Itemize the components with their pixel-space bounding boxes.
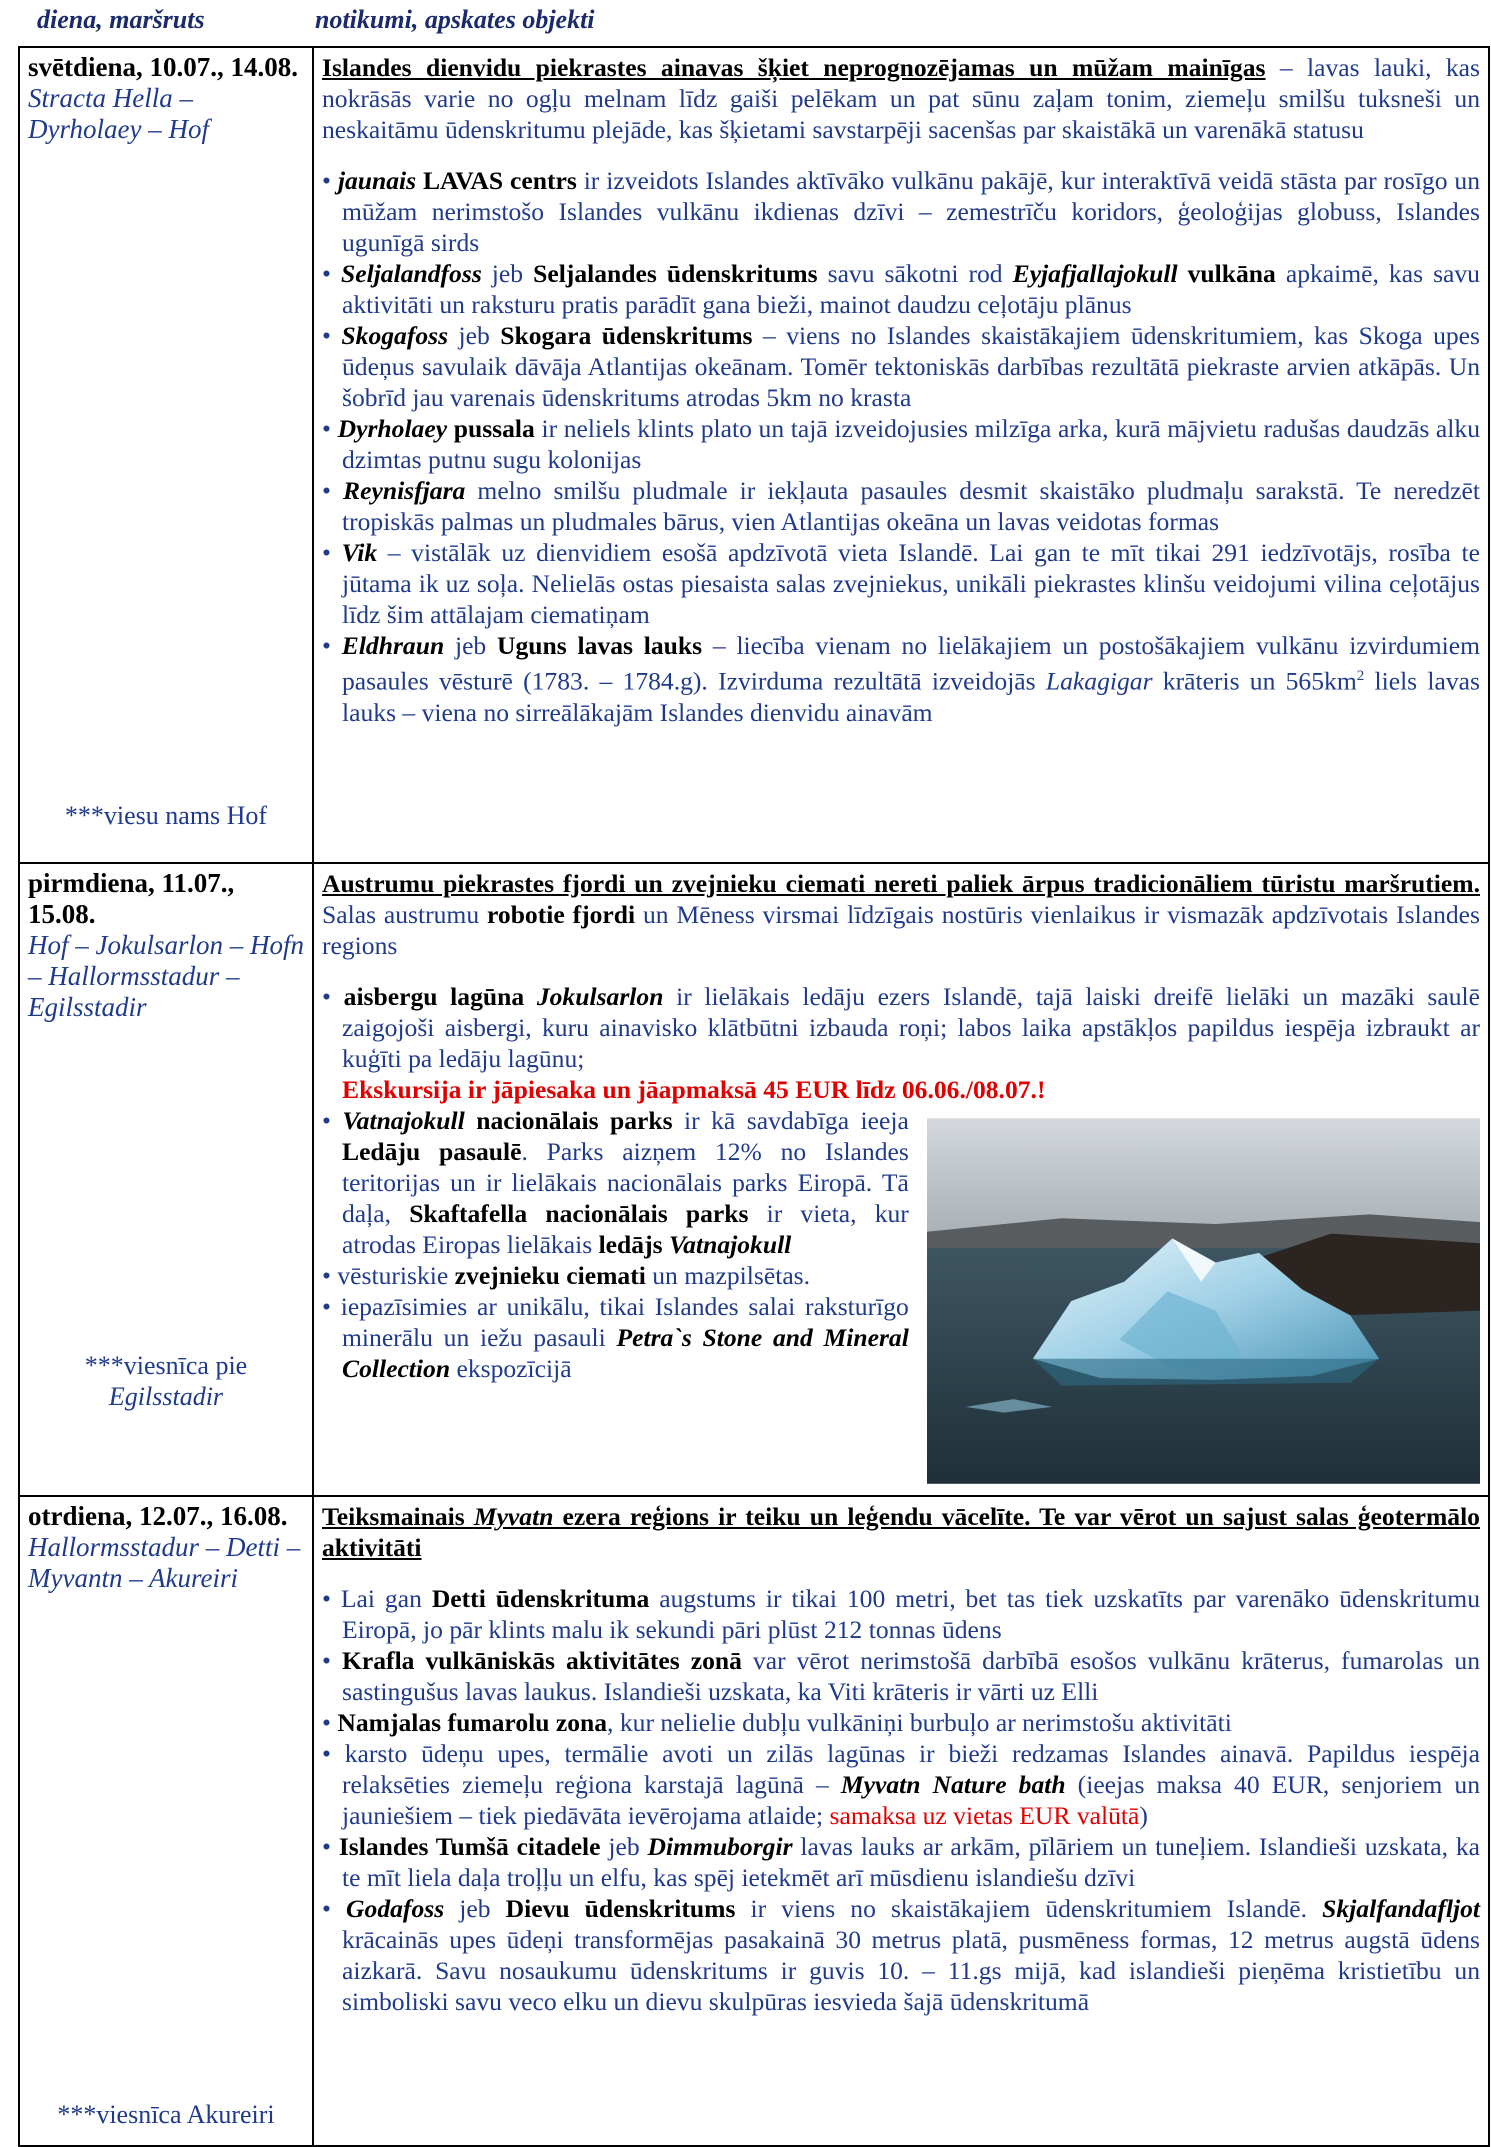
day-route: Hallormsstadur – Detti – Myvantn – Akureiri (28, 1532, 301, 1593)
hotel-location: Egilsstadir (108, 1382, 224, 1411)
list-item: • Vik – vistālāk uz dienvidiem esošā apdzīvotā vieta Islandē. Lai gan te mīt tikai 291 iedzīvotājs, rosība te jūtama ik uz soļa. Nelielās ostas piesaista salas zvejniekus, unikāli piekrastes klinšu veidojumi vilina ceļotājus līdz šim attālajam ciematiņam (322, 538, 1481, 629)
day-route: Stracta Hella – Dyrholaey – Hof (28, 83, 209, 144)
iceberg-photo (927, 1111, 1480, 1491)
list-item: • Dyrholaey pussala ir neliels klints plato un tajā izveidojusies milzīga arka, kurā mājvietu radušas daudzās alku dzimtas putnu sugu kolonijas (322, 414, 1480, 474)
day-intro: Austrumu piekrastes fjordi un zvejnieku ciemati nereti paliek ārpus tradicionāliem tūristu maršrutiem. Salas austrumu robotie fjordi un Mēness virsmai līdzīgais nostūris vienlaikus ir vismazāk apdzīvotais Islandes regions (322, 869, 1480, 960)
header-col-day-route: diena, maršruts (37, 5, 205, 34)
list-item: • jaunais LAVAS centrs ir izveidots Islandes aktīvāko vulkānu pakājē, kur interaktīvā veidā stāsta par rosīgo un mūžam nerimstošo Islandes vulkānu ikdienas dzīvi – zemestrīču koridors, ģeoloģijas globuss, Islandes ugunīgā sirds (322, 166, 1480, 257)
list-item: • Vatnajokull nacionālais parks ir kā savdabīga ieeja Ledāju pasaulē. Parks aizņem 12% no Islandes teritorijas un ir lielākais nacionālais parks Eiropā. Tā daļa, Skaftafella nacionālais parks ir vieta, kur atrodas Eiropas lielākais ledājs Vatnajokull (322, 1106, 909, 1259)
excursion-note: Ekskursija ir jāpiesaka un jāapmaksā 45 EUR līdz 06.06./08.07.! (342, 1075, 1046, 1104)
day-lead: Austrumu piekrastes fjordi un zvejnieku ciemati nereti paliek ārpus tradicionāliem tūristu maršrutiem. (322, 869, 1480, 898)
list-item: • Krafla vulkāniskās aktivitātes zonā var vērot nerimstošā darbībā esošos vulkānu krāterus, fumarolas un sastingušus lavas laukus. Islandieši uzskata, ka Viti krāteris ir vārti uz Elli (322, 1646, 1481, 1706)
events-cell (313, 863, 1489, 1496)
day-date: pirmdiena, 11.07., 15.08. (28, 868, 235, 929)
list-item: • iepazīsimies ar unikālu, tikai Islandes salai raksturīgo minerālu un iežu pasauli Petra`s Stone and Mineral Collection ekspozīcijā (322, 1292, 909, 1383)
table-header (0, 0, 1491, 46)
day-lead: Islandes dienvidu piekrastes ainavas šķiet neprognozējamas un mūžam mainīgas (322, 53, 1266, 82)
list-item: • Seljalandfoss jeb Seljalandes ūdenskritums savu sākotni rod Eyjafjallajokull vulkāna apkaimē, kas savu aktivitāti un raksturu pratis parādīt gana bieži, mainot daudzu ceļotāju plānus (322, 259, 1480, 319)
table-row (19, 863, 1489, 1496)
events-cell (313, 1496, 1489, 2146)
list-item: • Godafoss jeb Dievu ūdenskritums ir viens no skaistākajiem ūdenskritumiem Islandē. Skjalfandafljot krācainās upes ūdeņi transformējas pasakainā 30 metrus platā, pusmēness formas, 12 metrus augstā ūdens aizkarā. Savu nosaukumu ūdenskritums ir guvis 10. – 11.gs mijā, kad islandieši pieņēma kristietību un simboliski savu veco elku un dievu skulpūras iesvieda šajā ūdenskritumā (322, 1894, 1480, 2016)
day-cell (19, 1496, 313, 2146)
list-item: • vēsturiskie zvejnieku ciemati un mazpilsētas. (322, 1261, 811, 1290)
table-row (19, 47, 1489, 863)
day-lead: Teiksmainais Myvatn ezera reģions ir teiku un leģendu vācelīte. Te var vērot un sajust salas ģeotermālo aktivitāti (322, 1502, 1480, 1562)
day-date: otrdiena, 12.07., 16.08. (28, 1501, 288, 1531)
day-cell (19, 863, 313, 1496)
day-date: svētdiena, 10.07., 14.08. (28, 52, 298, 82)
list-item: • Skogafoss jeb Skogara ūdenskritums – viens no Islandes skaistākajiem ūdenskritumiem, kas Skoga upes ūdeņus savulaik dāvāja Atlantijas okeānam. Tomēr tektoniskās darbības rezultātā piekraste arvien atkāpās. Un šobrīd jau varenais ūdenskritums atrodas 5km no krasta (322, 321, 1480, 412)
hotel-label: ***viesnīca pie (84, 1351, 248, 1380)
list-item: • aisbergu lagūna Jokulsarlon ir lielākais ledāju ezers Islandē, tajā laiski dreifē lielāki un mazāki saulē zaigojoši aisbergi, kuru ainavisko klātbūtni izbauda roņi; labos laika apstākļos papildus iespēja izbraukt ar kuģīti pa ledāju lagūnu; (322, 982, 1480, 1073)
hotel-label: ***viesu nams Hof (64, 801, 268, 830)
header-col-events: notikumi, apskates objekti (315, 5, 595, 34)
list-item: • Lai gan Detti ūdenskrituma augstums ir tikai 100 metri, bet tas tiek uzskatīts par varenāko ūdenskritumu Eiropā, jo pār klints malu ik sekundi pāri plūst 212 tonnas ūdens (322, 1584, 1480, 1644)
day-cell (19, 47, 313, 863)
table-row (19, 1496, 1489, 2146)
list-item: • Reynisfjara melno smilšu pludmale ir iekļauta pasaules desmit skaistāko pludmaļu sarakstā. Te neredzēt tropiskās palmas un pludmales bārus, vien Atlantijas okeāna un lavas veidotas formas (322, 476, 1481, 536)
hotel-label: ***viesnīca Akureiri (57, 2100, 275, 2129)
day-route: Hof – Jokulsarlon – Hofn – Hallormsstadur – Egilsstadir (28, 930, 304, 1022)
list-item: • Eldhraun jeb Uguns lavas lauks – liecība vienam no lielākajiem un postošākajiem vulkānu izvirdumiem pasaules vēsturē (1783. – 1784.g). Izvirduma rezultātā izveidojās Lakagigar krāteris un $565km^2$ liels lavas lauks – viena no sirreālākajām Islandes dienvidu ainavām (322, 631, 1480, 727)
events-cell (313, 47, 1489, 863)
itinerary-table (18, 46, 1490, 2147)
list-item: • Islandes Tumšā citadele jeb Dimmuborgir lavas lauks ar arkām, pīlāriem un tuneļiem. Islandieši uzskata, ka te mīt liela daļa troļļu un elfu, kas spēj ietekmēt arī mūsdienu islandiešu dzīvi (322, 1832, 1480, 1892)
day-intro: Islandes dienvidu piekrastes ainavas šķiet neprognozējamas un mūžam mainīgas – lavas lauki, kas nokrāsās varie no ogļu melnam līdz gaiši pelēkam un pat sūnu zaļam tonim, ziemeļu smilšu tuksneši un neskaitāmu ūdenskritumu plejāde, kas šķietami savstarpēji sacenšas par skaistākā un varenākā statusu (322, 53, 1480, 144)
list-item: • Namjalas fumarolu zona, kur nelielie dubļu vulkāniņi burbuļo ar nerimstošu aktivitāti (322, 1708, 1232, 1737)
list-item: • karsto ūdeņu upes, termālie avoti un zilās lagūnas ir bieži redzamas Islandes ainavā. Papildus iespēja relaksēties ziemeļu reģiona karstajā lagūnā – Myvatn Nature bath (ieejas maksa 40 EUR, senjoriem un jauniešiem – tiek piedāvāta ievērojama atlaide; samaksa uz vietas EUR valūtā) (322, 1739, 1480, 1830)
